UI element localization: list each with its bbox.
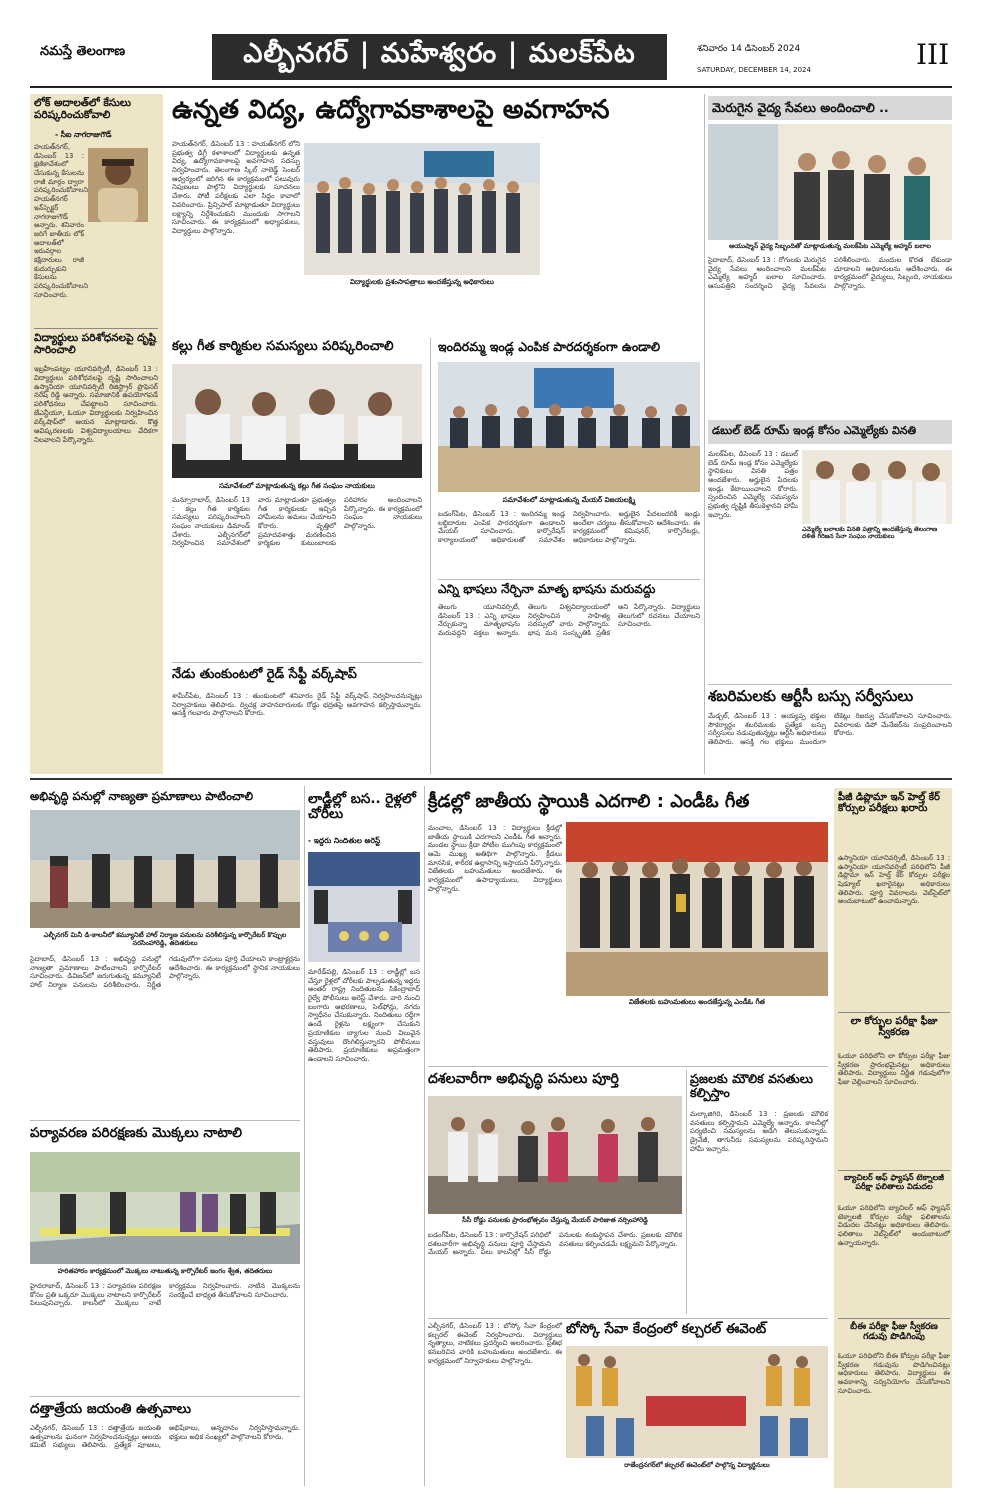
bosco-body: ఎల్బీనగర్, డిసెంబర్ 13 : బోస్కో సేవా కేంద్రంలో కల్చరల్ ఈవెంట్ నిర్వహించారు. విద్యార్థులు నృత్యాలు, నాటికలు ప్రదర్శించి అలరించారు. ప్రతిభ కనబరిచిన వారికి బహుమతులు అందజేశారు. ఈ కార్యక్రమంలో నిర్వాహకులు పాల్గొన్నారు. — [428, 1322, 562, 1365]
section-divider — [30, 1120, 300, 1121]
sports-photo — [566, 822, 828, 996]
lead-body-under-photo — [304, 292, 540, 332]
edu-brief-2-headline: లా కోర్సుల పరీక్షా ఫీజు స్వీకరణ — [850, 1016, 938, 1039]
edu-brief-2-body: ఓయూ పరిధిలోని లా కోర్సుల పరీక్షా ఫీజు స్వీకరణ ప్రారంభమైనట్లు అధికారులు తెలిపారు. విద్యార్థులు నిర్ణీత గడువులోగా ఫీజు చెల్లించాలని సూచించారు. — [838, 1052, 950, 1087]
lead-photo-caption: విద్యార్థులకు ప్రశంసాపత్రాలు అందజేస్తున్న అధికారులు — [350, 278, 494, 286]
ride-body: శామీర్‌పేట, డిసెంబర్ 13 : తుంకుంటలో శనివారం రైడ్ సేఫ్టీ వర్క్‌షాప్ నిర్వహించనున్నట్లు నిర్వాహకులు తెలిపారు. ద్విచక్ర వాహనదారులకు రోడ్డు భద్రతపై అవగాహన కల్పిస్తామన్నారు. ఆసక్తి గలవారు పాల్గొనాలని కోరారు. — [172, 692, 422, 718]
bottom-story-1-caption: ఎల్బీనగర్ మినీ డి-కాలనీలో కమ్యూనిటీ హాల్ నిర్మాణ పనులను పరిశీలిస్తున్న కార్పొరేటర్ కొప్పుల నరసింహారెడ్డి, తదితరులు — [43, 931, 287, 947]
section-divider — [428, 1318, 828, 1319]
section-divider — [428, 1066, 828, 1067]
amenities-headline: ప్రజలకు మౌలిక వసతులు కల్పిస్తాం — [690, 1071, 813, 1100]
right-story-1-headline: మెరుగైన వైద్య సేవలు అందించాలి .. — [708, 96, 952, 120]
indiramma-headline: ఇందిరమ్మ ఇండ్ల ఎంపిక పారదర్శకంగా ఉండాలి — [438, 339, 661, 354]
edu-brief-1-body: ఉస్మానియా యూనివర్సిటీ, డిసెంబర్ 13 : ఉస్మానియా యూనివర్సిటీ పరిధిలోని పీజీ డిప్లొమా ఇన్ హెల్త్ కేర్ కోర్సుల పరీక్షల షెడ్యూల్ ఖరారైనట్లు అధికారులు తెలిపారు. పూర్తి వివరాలను వెబ్‌సైట్‌లో అందుబాటులో ఉంచామన్నారు. — [838, 854, 950, 906]
bottom-story-1-body: సైదాబాద్, డిసెంబర్ 13 : అభివృద్ధి పనుల్లో నాణ్యతా ప్రమాణాలు పాటించాలని కార్పొరేటర్ సూచించారు. డివిజన్‌లో జరుగుతున్న కమ్యూనిటీ హాల్ నిర్మాణ పనులను పరిశీలించారు. నిర్ణీత గడువులోగా పనులు పూర్తి చేయాలని కాంట్రాక్టర్లను ఆదేశించారు. ఈ కార్యక్రమంలో స్థానిక నాయకులు పాల్గొన్నారు. — [30, 955, 300, 990]
toddy-body: మన్సూరాబాద్, డిసెంబర్ 13 : కల్లు గీత కార్మికుల సమస్యలు పరిష్కరించాలని సంఘం నాయకులు డిమాండ్ చేశారు. ఎల్బీనగర్‌లో నిర్వహించిన సమావేశంలో వారు మాట్లాడుతూ ప్రభుత్వం గీత కార్మికులకు ఇచ్చిన హామీలను అమలు చేయాలని కోరారు. వృత్తిలో ప్రమాదవశాత్తు మరణించిన కార్మికుల కుటుంబాలకు పరిహారం అందించాలని పేర్కొన్నారు. ఈ కార్యక్రమంలో సంఘం నాయకులు పాల్గొన్నారు. — [172, 496, 422, 548]
languages-headline: ఎన్ని భాషలు నేర్చినా మాతృ భాషను మరువద్దు — [438, 582, 656, 596]
theft-subhead: - ఇద్దరు నిందితుల అరెస్ట్ — [308, 836, 381, 845]
lead-body-col-1: హయత్‌నగర్, డిసెంబర్ 13 : హయత్‌నగర్ లోని ప్రభుత్వ డిగ్రీ కళాశాలలో విద్యార్థులకు ఉన్నత విద్య, ఉద్యోగావకాశాలపై అవగాహన సదస్సు నిర్వహించారు. తెలంగాణ స్కిల్ నాలెడ్జ్ సెంటర్ ఆధ్వర్యంలో జరిగిన ఈ కార్యక్రమంలో పలువురు నిపుణులు పాల్గొని విద్యార్థులకు సూచనలు చేశారు. పోటీ పరీక్షలకు ఎలా సిద్ధం కావాలో వివరించారు. ప్రిన్సిపాల్ మాట్లాడుతూ విద్యార్థులు లక్ష్యాన్ని నిర్దేశించుకుని ముందుకు సాగాలని సూచించారు. ఈ కార్యక్రమంలో అధ్యాపకులు, విద్యార్థులు పాల్గొన్నారు. — [172, 140, 300, 235]
column-divider — [686, 1070, 687, 1314]
indiramma-photo-caption: సమావేశంలో మాట్లాడుతున్న మేయర్ విజయలక్ష్మి — [502, 496, 636, 504]
ride-headline: నేడు తుంకుంటలో రైడ్ సేఫ్టీ వర్క్‌షాప్ — [172, 667, 357, 682]
section-divider — [30, 1396, 300, 1397]
column-divider — [304, 786, 305, 1486]
right-story-3-body: మేడ్చల్, డిసెంబర్ 13 : అయ్యప్ప భక్తుల సౌకర్యార్థం శబరిమలకు ప్రత్యేక బస్సు సర్వీసులు నడుపుతున్నట్లు ఆర్టీసీ అధికారులు తెలిపారు. ఆసక్తి గల భక్తులు ముందుగా టికెట్లు రిజర్వు చేసుకోవాలని సూచించారు. వివరాలకు డిపో మేనేజర్‌ను సంప్రదించాలని కోరారు. — [708, 712, 952, 747]
sidebar-story-1-body-cont — [34, 233, 158, 325]
phased-headline: దశలవారీగా అభివృద్ధి పనులు పూర్తి — [428, 1071, 619, 1087]
toddy-photo — [172, 364, 422, 478]
right-story-3-headline: శబరిమలకు ఆర్టీసీ బస్సు సర్వీసులు — [708, 687, 914, 705]
masthead-rule — [30, 86, 952, 88]
phased-photo — [428, 1096, 682, 1214]
right-story-2-caption: ఎమ్మెల్యే బలాలకు వినతి పత్రాన్ని అందజేస్తున్న తెలంగాణ దళిత గిరిజన సేనా సంఘం నాయకులు — [802, 526, 938, 541]
bottom-story-3-body: ఎల్బీనగర్, డిసెంబర్ 13 : దత్తాత్రేయ జయంతి ఉత్సవాలను ఘనంగా నిర్వహించనున్నట్లు ఆలయ కమిటీ సభ్యులు తెలిపారు. ప్రత్యేక పూజలు, అభిషేకాలు, అన్నదానం నిర్వహిస్తామన్నారు. భక్తులు అధిక సంఖ్యలో పాల్గొనాలని కోరారు. — [30, 1424, 300, 1450]
indiramma-body: బడంగ్‌పేట, డిసెంబర్ 13 : ఇందిరమ్మ ఇండ్ల లబ్ధిదారుల ఎంపిక పారదర్శకంగా ఉండాలని మేయర్ సూచించారు. కార్పొరేషన్ కార్యాలయంలో అధికారులతో సమావేశం నిర్వహించారు. అర్హులైన పేదలందరికీ ఇండ్లు అందేలా చర్యలు తీసుకోవాలని ఆదేశించారు. ఈ కార్యక్రమంలో కమిషనర్, కార్పొరేటర్లు, అధికారులు పాల్గొన్నారు. — [438, 510, 700, 545]
sidebar-story-1-body-wrap: హయత్‌నగర్, డిసెంబర్ 13 : క్షణికావేశంలో చేసుకున్న కేసులను రాజీ మార్గం ద్వారా పరిష్కరించుకోవాలని హయత్‌నగర్ ఇన్‌స్పెక్టర్ నాగరాజుగౌడ్ అన్నారు. శనివారం జరిగే జాతీయ లోక్ అదాలత్‌లో ఇరువర్గాల కక్షిదారులు రాజీ కుదుర్చుకుని కేసులను పరిష్కరించుకోవాలని సూచించారు. — [34, 143, 89, 299]
amenities-body: మల్కాజిగిరి, డిసెంబర్ 13 : ప్రజలకు మౌలిక వసతులు కల్పిస్తామని ఎమ్మెల్యే అన్నారు. కాలనీల్లో పర్యటించి సమస్యలను అడిగి తెలుసుకున్నారు. డ్రైనేజీ, తాగునీరు సమస్యలను పరిష్కరిస్తామని హామీ ఇచ్చారు. — [690, 1110, 828, 1153]
date-english: SATURDAY, DECEMBER 14, 2024 — [697, 66, 811, 74]
lead-body-col-3 — [546, 140, 702, 330]
theft-photo — [308, 852, 420, 962]
right-story-1-caption: ఆయుష్మాన్ వైద్య సిబ్బందితో మాట్లాడుతున్న మలక్‌పేట ఎమ్మెల్యే అహ్మద్ బలాల — [729, 242, 931, 250]
lead-headline: ఉన్నత విద్య, ఉద్యోగావకాశాలపై అవగాహన — [172, 95, 610, 125]
sidebar-divider — [34, 328, 158, 329]
sidebar-story-1-byline: - సీఐ నాగరాజుగౌడ్ — [55, 130, 112, 139]
sports-headline: క్రీడల్లో జాతీయ స్థాయికి ఎదగాలి : ఎండీఓ గీత — [428, 791, 750, 812]
sports-body-a: మంచాల, డిసెంబర్ 13 : విద్యార్థులు క్రీడల్లో జాతీయ స్థాయికి ఎదగాలని ఎండీఓ గీత అన్నారు. మండల స్థాయి క్రీడా పోటీల ముగింపు కార్యక్రమంలో ఆమె ముఖ్య అతిథిగా పాల్గొన్నారు. క్రీడలు మానసిక, శారీరక ఉల్లాసాన్ని ఇస్తాయని పేర్కొన్నారు. విజేతలకు బహుమతులు అందజేశారు. ఈ కార్యక్రమంలో ఉపాధ్యాయులు, విద్యార్థులు పాల్గొన్నారు. — [428, 824, 562, 893]
bottom-story-2-headline: పర్యావరణ పరిరక్షణకు మొక్కలు నాటాలి — [30, 1125, 243, 1141]
sidebar-story-1-headline: లోక్ అదాలత్‌లో కేసులు పరిష్కరించుకోవాలి — [34, 97, 131, 121]
phased-photo-caption: సీసీ రోడ్డు పనులకు ప్రారంభోత్సవం చేస్తున్న మేయర్ పారిజాత నర్సింహారెడ్డి — [462, 1216, 648, 1224]
edu-brief-4-headline: బీఈ పరీక్షా ఫీజు స్వీకరణ గడువు పొడిగింపు — [850, 1322, 938, 1343]
bottom-story-2-photo — [30, 1152, 300, 1264]
edu-brief-1-headline: పీజీ డిప్లొమా ఇన్ హెల్త్ కేర్ కోర్సుల పరీక్షలు ఖరారు — [838, 792, 940, 815]
column-divider — [424, 786, 425, 1486]
phased-body: బడంగ్‌పేట, డిసెంబర్ 13 : కార్పొరేషన్ పరిధిలో దశలవారీగా అభివృద్ధి పనులు పూర్తి చేస్తామని మేయర్ అన్నారు. పలు కాలనీల్లో సీసీ రోడ్డు పనులకు శంకుస్థాపన చేశారు. ప్రజలకు మౌలిక వసతులు కల్పించడమే లక్ష్యమని పేర్కొన్నారు. — [428, 1231, 682, 1257]
bottom-story-2-body: హైదరాబాద్, డిసెంబర్ 13 : పర్యావరణ పరిరక్షణ కోసం ప్రతి ఒక్కరూ మొక్కలు నాటాలని కార్పొరేటర్ పిలుపునిచ్చారు. కాలనీలో మొక్కలు నాటే కార్యక్రమం నిర్వహించారు. నాటిన మొక్కలను సంరక్షించే బాధ్యత తీసుకోవాలని సూచించారు. — [30, 1282, 300, 1308]
lead-photo — [304, 143, 540, 275]
right-story-2-headline: డబుల్ బెడ్ రూమ్ ఇండ్ల కోసం ఎమ్మెల్యేకు వినతి — [708, 420, 952, 444]
bosco-headline: బోస్కో సేవా కేంద్రంలో కల్చరల్ ఈవెంట్ — [566, 1321, 767, 1337]
indiramma-photo — [438, 362, 700, 492]
bottom-story-2-caption: హరితహారం కార్యక్రమంలో మొక్కలు నాటుతున్న కార్పొరేటర్ జంగం శ్వేత, తదితరులు — [57, 1267, 273, 1275]
section-divider — [838, 1170, 950, 1171]
section-divider — [438, 579, 700, 580]
right-story-2-body-a: మలక్‌పేట, డిసెంబర్ 13 : డబుల్ బెడ్ రూమ్ ఇండ్ల కోసం ఎమ్మెల్యేకు స్థానికులు వినతి పత్రం అందజేశారు. అర్హులైన పేదలకు ఇండ్లు కేటాయించాలని కోరారు. స్పందించిన ఎమ్మెల్యే సమస్యను ప్రభుత్వ దృష్టికి తీసుకెళ్తానని హామీ ఇచ్చారు. — [708, 450, 798, 519]
theft-body: మారేడ్‌పల్లి, డిసెంబర్ 13 : లాడ్జీల్లో బస చేస్తూ రైళ్లలో చోరీలకు పాల్పడుతున్న ఇద్దరు అంతర్ రాష్ట్ర నిందితులను సికింద్రాబాద్ రైల్వే పోలీసులు అరెస్ట్ చేశారు. వారి నుంచి బంగారు ఆభరణాలు, సెల్‌ఫోన్లు, నగదు స్వాధీనం చేసుకున్నారు. నిందితులు రద్దీగా ఉండే రైళ్లను లక్ష్యంగా చేసుకుని ప్రయాణికుల బ్యాగుల నుంచి విలువైన వస్తువులు దొంగిలిస్తున్నారని పోలీసులు తెలిపారు. ప్రయాణికులు అప్రమత్తంగా ఉండాలని సూచించారు. — [308, 968, 420, 1063]
bosco-photo-caption: రాజేంద్రనగర్‌లో కల్చరల్ ఈవెంట్‌లో పాల్గొన్న విద్యార్థినులు — [624, 1461, 770, 1469]
toddy-headline: కల్లు గీత కార్మికుల సమస్యలు పరిష్కరించాలి — [172, 339, 394, 354]
theft-headline: లాడ్జీల్లో బస.. రైళ్లలో చోరీలు — [308, 791, 416, 823]
column-divider — [704, 94, 705, 774]
right-story-2-body-b — [708, 548, 952, 680]
sports-photo-caption: విజేతలకు బహుమతులు అందజేస్తున్న ఎండీఓ గీత — [629, 998, 765, 1006]
right-story-2-photo — [802, 450, 952, 524]
section-divider — [838, 1318, 950, 1319]
bottom-story-3-headline: దత్తాత్రేయ జయంతి ఉత్సవాలు — [30, 1401, 192, 1417]
section-divider — [172, 662, 422, 663]
bosco-photo — [566, 1346, 828, 1458]
edu-brief-4-body: ఓయూ పరిధిలోని బీఈ కోర్సుల పరీక్షా ఫీజు స్వీకరణ గడువును పొడిగించినట్లు అధికారులు తెలిపారు. విద్యార్థులు ఈ అవకాశాన్ని సద్వినియోగం చేసుకోవాలని సూచించారు. — [838, 1352, 950, 1395]
right-story-1-photo — [708, 124, 952, 240]
bottom-story-1-headline: అభివృద్ధి పనుల్లో నాణ్యతా ప్రమాణాలు పాటించాలి — [30, 789, 254, 803]
date-telugu: శనివారం 14 డిసెంబర్ 2024 — [697, 44, 801, 54]
section-divider — [708, 684, 952, 685]
column-divider — [430, 338, 431, 774]
page-number: III — [916, 38, 950, 71]
section-rule — [30, 778, 952, 780]
brand-name: నమస్తే తెలంగాణ — [40, 44, 126, 59]
sidebar-story-2-body: ఇబ్రహీంపట్నం యూనివర్సిటీ, డిసెంబర్ 13 : విద్యార్థులు పరిశోధనలపై దృష్టి సారించాలని ఉస్మానియా యూనివర్సిటీ రిజిస్ట్రార్ ప్రొఫెసర్ నరేష్ రెడ్డి అన్నారు. సమాజానికి ఉపయోగపడే పరిశోధనలు చేపట్టాలని సూచించారు. జేఎన్టీయూ, ఓయూ విద్యార్థులకు నిర్వహించిన వర్క్‌షాప్‌లో ఆయన మాట్లాడారు. కొత్త ఆవిష్కరణలకు విశ్వవిద్యాలయాలు వేదికగా నిలవాలని పేర్కొన్నారు. — [34, 365, 158, 444]
edu-brief-3-headline: బ్యాచిలర్ ఆఫ్ ఫ్యాషన్ టెక్నాలజీ పరీక్షా ఫలితాలు విడుదల — [843, 1173, 944, 1191]
sports-body-b — [428, 1014, 828, 1062]
sidebar-story-2-headline: విద్యార్థులు పరిశోధనలపై దృష్టి సారించాలి — [34, 332, 157, 356]
bottom-story-1-photo — [30, 810, 300, 928]
section-divider — [838, 1012, 950, 1013]
edu-brief-3-body: ఓయూ పరిధిలోని బ్యాచిలర్ ఆఫ్ ఫ్యాషన్ టెక్నాలజీ కోర్సుల పరీక్షా ఫలితాలను విడుదల చేసినట్లు అధికారులు తెలిపారు. ఫలితాలు వెబ్‌సైట్‌లో అందుబాటులో ఉన్నాయన్నారు. — [838, 1204, 950, 1247]
toddy-photo-caption: సమావేశంలో మాట్లాడుతున్న కల్లు గీత సంఘం నాయకులు — [219, 482, 375, 490]
right-story-1-body: సైదాబాద్, డిసెంబర్ 13 : రోగులకు మెరుగైన వైద్య సేవలు అందించాలని మలక్‌పేట ఎమ్మెల్యే అహ్మద్ బలాల సూచించారు. ఆసుపత్రిని సందర్శించి వైద్య సేవలను పరిశీలించారు. మందుల కొరత లేకుండా చూడాలని అధికారులను ఆదేశించారు. ఈ కార్యక్రమంలో వైద్యులు, సిబ్బంది, నాయకులు పాల్గొన్నారు. — [708, 256, 952, 291]
edition-banner: ఎల్బీనగర్ | మహేశ్వరం | మలక్‌పేట — [212, 34, 667, 80]
officer-photo — [88, 148, 148, 222]
languages-body: తెలుగు యూనివర్సిటీ, డిసెంబర్ 13 : ఎన్ని భాషలు నేర్చుకున్నా మాతృభాషను మరువద్దని వక్తలు అన్నారు. తెలుగు విశ్వవిద్యాలయంలో నిర్వహించిన సాహిత్య సదస్సులో వారు పాల్గొన్నారు. భాష మన సంస్కృతికి ప్రతీక అని పేర్కొన్నారు. విద్యార్థులు తెలుగులో రచనలు చేయాలని సూచించారు. — [438, 603, 700, 638]
